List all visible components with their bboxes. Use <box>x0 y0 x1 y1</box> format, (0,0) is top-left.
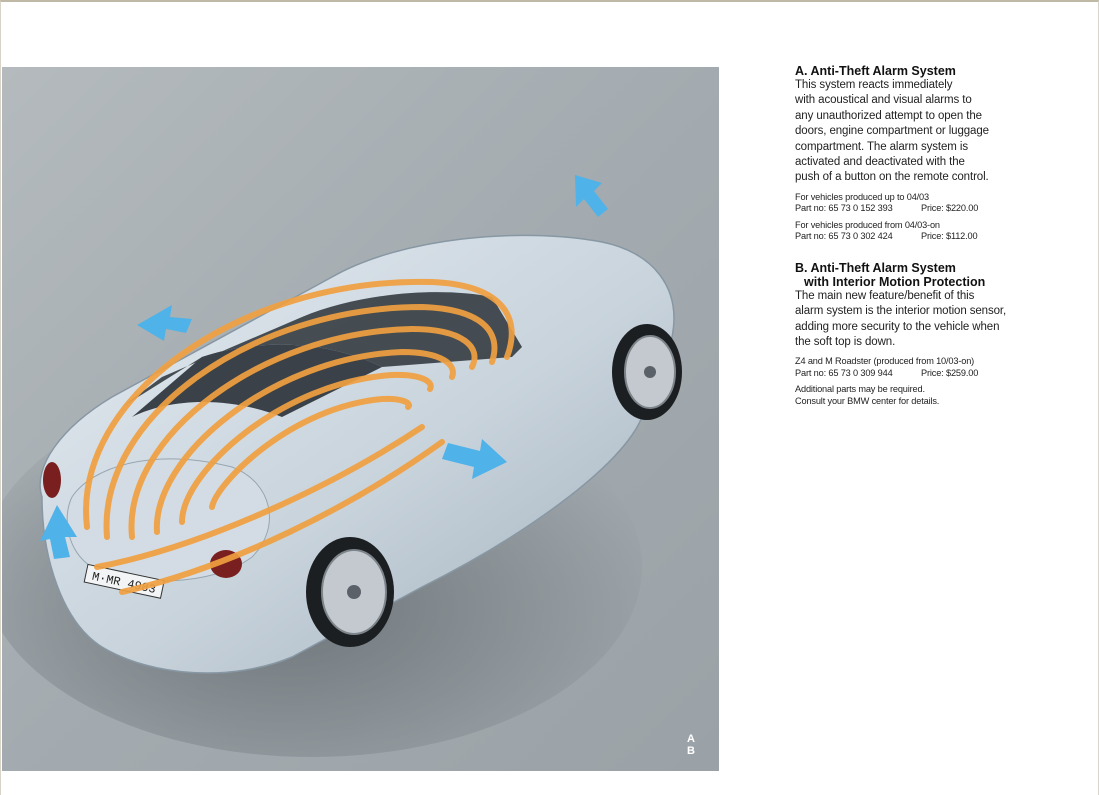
part-number: Part no: 65 73 0 309 944 <box>795 367 893 378</box>
part-number: Part no: 65 73 0 152 393 <box>795 203 893 214</box>
body-line: adding more security to the vehicle when <box>795 320 1000 333</box>
description-column <box>795 64 1035 425</box>
body-line: doors, engine compartment or luggage <box>795 125 989 138</box>
note <box>795 384 1035 407</box>
body-line: This system reacts immediately <box>795 79 953 91</box>
body-line: the soft top is down. <box>795 336 896 349</box>
part-number: Part no: 65 73 0 302 424 <box>795 231 893 242</box>
price: Price: $112.00 <box>921 231 978 242</box>
section-a-body <box>795 78 1035 186</box>
svg-text:M·MR 4983: M·MR 4983 <box>90 569 157 597</box>
variant-label: For vehicles produced from 04/03-on <box>795 219 940 230</box>
car-illustration <box>2 67 719 771</box>
body-line: with acoustical and visual alarms to <box>795 94 972 107</box>
body-line: activated and deactivated with the <box>795 156 965 169</box>
note-line: Additional parts may be required. <box>795 384 925 395</box>
section-b <box>795 261 1035 408</box>
photo-callout-letters <box>687 733 695 757</box>
variant-a2 <box>795 220 1035 243</box>
callout-a: A <box>687 733 695 745</box>
front-wheel <box>612 324 682 420</box>
variant-label: Z4 and M Roadster (produced from 10/03-on) <box>795 356 975 367</box>
section-b-title <box>795 261 1035 289</box>
tail-light-left <box>43 462 61 498</box>
car-photo <box>2 67 719 771</box>
section-a-title: A. Anti-Theft Alarm System <box>795 64 956 78</box>
title-line: B. Anti-Theft Alarm System <box>795 260 956 275</box>
note-line: Consult your BMW center for details. <box>795 395 940 406</box>
body-line: compartment. The alarm system is <box>795 140 968 153</box>
body-line: push of a button on the remote control. <box>795 171 989 184</box>
body-line: The main new feature/benefit of this <box>795 289 975 302</box>
body-line: any unauthorized attempt to open the <box>795 109 982 122</box>
section-b-body <box>795 289 1035 351</box>
title-line: with Interior Motion Protection <box>804 274 986 289</box>
variant-a1 <box>795 192 1035 215</box>
body-line: alarm system is the interior motion sensor, <box>795 305 1007 318</box>
callout-b: B <box>687 745 695 757</box>
variant-b <box>795 356 1035 379</box>
price: Price: $259.00 <box>921 367 979 378</box>
rear-wheel <box>306 537 394 647</box>
section-a <box>795 64 1035 243</box>
price: Price: $220.00 <box>921 203 979 214</box>
variant-label: For vehicles produced up to 04/03 <box>795 191 929 202</box>
